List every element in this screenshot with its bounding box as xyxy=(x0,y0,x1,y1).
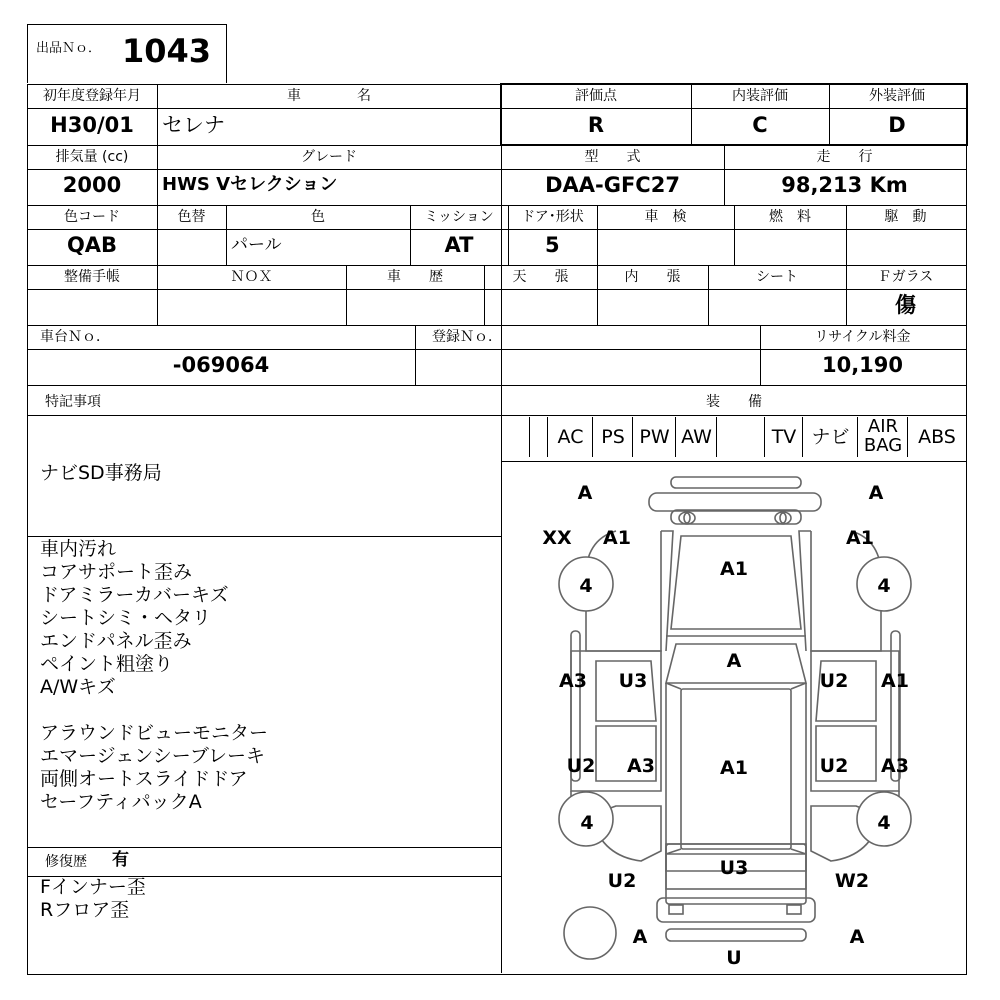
mileage-label: 走 行 xyxy=(816,149,873,165)
fuel-label: 燃 料 xyxy=(769,209,811,225)
note-line: ドアミラーカバーキズ xyxy=(40,584,229,606)
equipment-label: 装 備 xyxy=(706,394,762,410)
color-code-value: QAB xyxy=(66,233,118,257)
repair-line: Fインナー歪 xyxy=(40,876,146,898)
score-label: 評価点 xyxy=(575,88,617,104)
recycle-fee-value: 10,190 xyxy=(821,353,904,377)
exterior-value: D xyxy=(888,113,906,137)
maintenance-label: 整備手帳 xyxy=(64,269,120,285)
color-code-label: 色コード xyxy=(64,209,120,225)
seat-label: シート xyxy=(756,269,798,285)
damage-code: 4 xyxy=(877,812,891,834)
damage-code: XX xyxy=(542,527,572,549)
damage-code: U3 xyxy=(719,857,749,879)
note-line: 車内汚れ xyxy=(40,538,117,560)
color-value: パール xyxy=(231,235,282,255)
damage-code: U2 xyxy=(819,755,849,777)
car-name-value: セレナ xyxy=(162,113,225,137)
damage-code: A xyxy=(849,926,865,948)
front-glass-label: Ｆガラス xyxy=(877,269,934,285)
damage-code: U2 xyxy=(566,755,596,777)
repair-list xyxy=(40,876,146,922)
grade-label: グレード xyxy=(301,149,357,165)
note-line: エンドパネル歪み xyxy=(40,630,192,652)
damage-code: 4 xyxy=(580,812,594,834)
damage-code: U3 xyxy=(618,670,648,692)
damage-code: A xyxy=(868,482,884,504)
exterior-label: 外装評価 xyxy=(869,88,925,104)
damage-code: A3 xyxy=(559,670,587,692)
damage-code: U2 xyxy=(607,870,637,892)
notes-label: 特記事項 xyxy=(45,394,101,410)
reg-year-value: H30/01 xyxy=(50,113,134,137)
note-line: セーフティパックA xyxy=(40,791,202,813)
note-line: 両側オートスライドドア xyxy=(40,768,248,790)
damage-code: A1 xyxy=(720,558,748,580)
history-label: 車 歴 xyxy=(387,269,443,285)
equipment-item: PW xyxy=(632,417,676,457)
equipment-item xyxy=(716,417,765,457)
damage-code: 4 xyxy=(579,575,593,597)
mileage-value: 98,213 Km xyxy=(781,173,908,197)
chassis-label: 車台Ｎｏ． xyxy=(40,329,110,345)
equipment-item: AW xyxy=(675,417,717,457)
damage-code: A1 xyxy=(846,527,874,549)
note-line xyxy=(40,699,268,722)
notes-list xyxy=(40,538,268,814)
equipment-item: TV xyxy=(764,417,803,457)
interior-label: 内装評価 xyxy=(732,88,788,104)
front-glass-value: 傷 xyxy=(895,293,916,317)
equipment-item: ABS xyxy=(907,417,966,457)
model-value: DAA-GFC27 xyxy=(545,173,680,197)
chassis-value: -069064 xyxy=(172,353,270,377)
spare-wheel xyxy=(564,907,616,959)
grade-value: HWS Vセレクション xyxy=(162,174,338,195)
displacement-value: 2000 xyxy=(62,173,122,197)
hood-shape xyxy=(671,536,801,629)
nox-label: ＮＯＸ xyxy=(230,269,273,285)
rear-bumper-shape xyxy=(657,898,815,922)
roof-label: 天 張 xyxy=(512,269,569,285)
equipment-item: ナビ xyxy=(802,417,858,457)
note-line: ペイント粗塗り xyxy=(40,653,174,675)
damage-code: A xyxy=(577,482,593,504)
mission-value: AT xyxy=(444,233,474,257)
reg-year-label: 初年度登録年月 xyxy=(43,88,141,104)
damage-code: A xyxy=(632,926,648,948)
repair-history-value: 有 xyxy=(112,850,129,870)
damage-code: A xyxy=(726,650,742,672)
registration-no-label: 登録Ｎｏ． xyxy=(432,329,502,345)
front-grille-shape xyxy=(649,493,821,511)
recycle-fee-label: リサイクル料金 xyxy=(814,329,911,345)
note-line: アラウンドビューモニター xyxy=(40,722,269,744)
damage-code: U2 xyxy=(819,670,849,692)
note-line: A/Wキズ xyxy=(40,676,116,698)
repair-line: Rフロア歪 xyxy=(40,899,130,921)
notes-nav: ナビSD事務局 xyxy=(40,462,162,484)
door-label: ドア･形状 xyxy=(521,209,584,225)
equipment-item: PS xyxy=(592,417,633,457)
drive-label: 駆 動 xyxy=(884,209,927,225)
model-label: 型 式 xyxy=(584,149,641,165)
note-line: コアサポート歪み xyxy=(40,561,193,583)
inspection-label: 車 検 xyxy=(644,209,687,225)
equipment-item: AC xyxy=(547,417,593,457)
equipment-item: AIR BAG xyxy=(857,417,908,457)
damage-code: U xyxy=(726,947,742,969)
damage-code: A3 xyxy=(627,755,655,777)
damage-code: A1 xyxy=(720,757,748,779)
interior-value: C xyxy=(752,113,768,137)
repair-history-label: 修復歴 xyxy=(45,854,87,870)
note-line: エマージェンシーブレーキ xyxy=(40,745,266,767)
color-label: 色 xyxy=(311,209,325,225)
damage-code: W2 xyxy=(834,870,870,892)
equipment-item xyxy=(529,417,548,457)
lot-number: 1043 xyxy=(122,32,212,70)
damage-code: A3 xyxy=(881,755,909,777)
interior-trim-label: 内 張 xyxy=(624,269,681,285)
damage-code: A1 xyxy=(603,527,631,549)
damage-code: A1 xyxy=(881,670,909,692)
front-bumper-shape xyxy=(671,477,801,488)
car-name-label: 車 名 xyxy=(287,88,371,104)
lot-label: 出品Ｎｏ． xyxy=(36,41,102,56)
displacement-label: 排気量 (cc) xyxy=(55,149,129,165)
mission-label: ミッション xyxy=(424,209,494,225)
damage-code: 4 xyxy=(877,575,891,597)
score-value: R xyxy=(587,113,605,137)
repaint-label: 色替 xyxy=(177,209,206,225)
door-value: 5 xyxy=(545,233,560,257)
note-line: シートシミ・ヘタリ xyxy=(40,607,212,629)
car-damage-diagram xyxy=(501,461,966,972)
